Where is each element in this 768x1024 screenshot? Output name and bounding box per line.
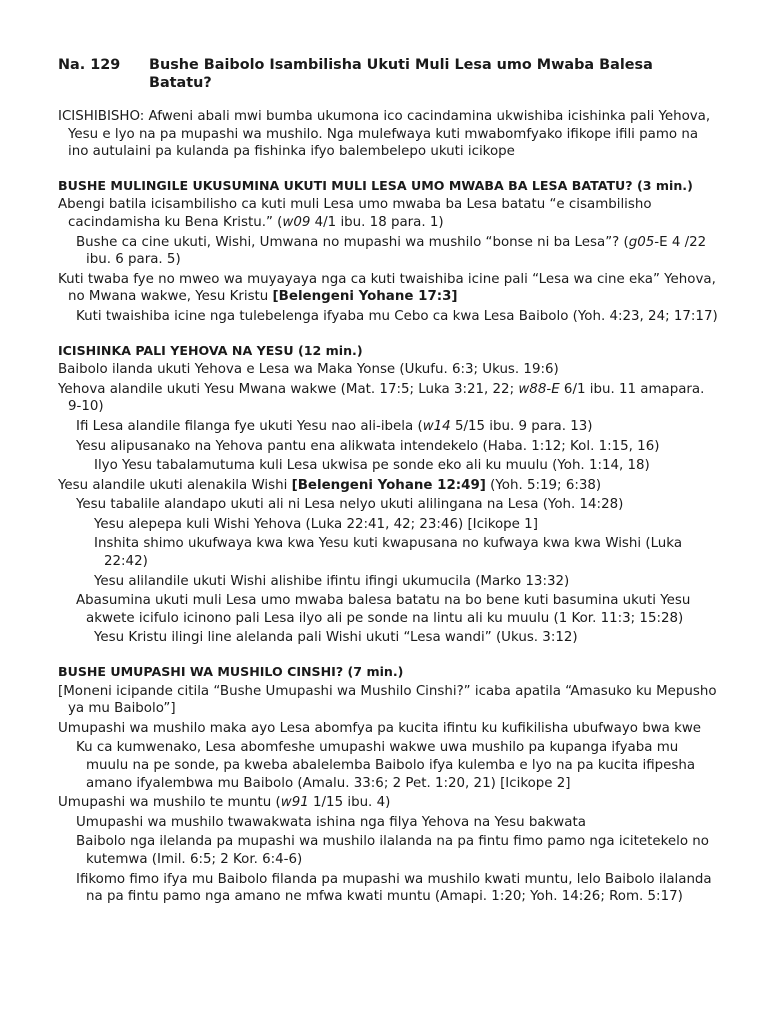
- text-segment: Yesu alipusanako na Yehova pantu ena alikwata intendekelo (Haba. 1:12; Kol. 1:15, 16): [76, 438, 660, 454]
- section-heading: BUSHE UMUPASHI WA MUSHILO CINSHI? (7 min.): [58, 664, 404, 680]
- outline-title-text: Bushe Baibolo Isambilisha Ukuti Muli Lesa umo Mwaba Balesa Batatu?: [149, 57, 653, 91]
- outline-subpoint: [76, 234, 718, 269]
- text-segment: Umupashi wa mushilo twawakwata ishina nga filya Yehova na Yesu bakwata: [76, 814, 586, 830]
- text-segment: 4/1 ibu. 18 para. 1): [310, 214, 444, 230]
- outline-subpoint: [76, 418, 718, 436]
- text-segment: Ku ca kumwenako, Lesa abomfeshe umupashi wakwe uwa mushilo pa kupanga ifyaba mu muulu na pe sonde, pa kweba abalelemba Baibolo ifya kulemba e lyo na pa kucita ifipesha amano ifyalembwa mu Baibolo (Amalu. 33:6; 2 Pet. 1:20, 21) [Icikope 2]: [76, 740, 696, 791]
- text-segment: Yehova alandile ukuti Yesu Mwana wakwe (Mat. 17:5; Luka 3:21, 22;: [58, 381, 519, 397]
- outline-page: [58, 56, 718, 906]
- publication-reference: w14: [422, 418, 451, 434]
- text-segment: -E 4 /22 ibu. 6 para. 5): [86, 234, 707, 268]
- text-segment: Yesu alilandile ukuti Wishi alishibe ifintu ifingi ukumucila (Marko 13:32): [94, 573, 570, 589]
- outline-point: [58, 720, 718, 738]
- outline-subsubpoint: [94, 629, 718, 647]
- text-segment: 5/15 ibu. 9 para. 13): [450, 418, 593, 434]
- publication-reference: E: [551, 381, 560, 397]
- text-segment: Kuti twaba fye no mweo wa muyayaya nga ca kuti twaishiba icine pali “Lesa wa cine eka” Yehova, no Mwana wakwe, Yesu Kristu: [58, 271, 716, 305]
- outline-subpoint: [76, 814, 718, 832]
- outline-point: [58, 794, 718, 812]
- section-heading: BUSHE MULINGILE UKUSUMINA UKUTI MULI LESA UMO MWABA BA LESA BATATU? (3 min.): [58, 177, 693, 193]
- outline-title: [58, 56, 718, 92]
- outline-subsubpoint: [94, 516, 718, 534]
- outline-subpoint: [76, 592, 718, 627]
- publication-reference: g05: [628, 234, 655, 250]
- outline-subpoint: [76, 871, 718, 906]
- intro-note: ICISHIBISHO: Afweni abali mwi bumba ukumona ico cacindamina ukwishiba icishinka pali Yehova, Yesu e lyo na pa mupashi wa mushilo. Nga mulefwaya kuti mwabomfyako ifikope ifili pamo na ino autulaini pa kulanda pa fishinka ifyo balembelepo ukuti icikope: [58, 109, 711, 160]
- text-segment: 6/1 ibu. 11 amapara. 9-10): [68, 381, 705, 415]
- text-segment: Yesu alepepa kuli Wishi Yehova (Luka 22:41, 42; 23:46) [Icikope 1]: [94, 516, 538, 532]
- outline-point: [58, 361, 718, 379]
- outline-point: [58, 683, 718, 718]
- text-segment: Yesu alandile ukuti alenakila Wishi: [58, 477, 292, 493]
- text-segment: Ifi Lesa alandile filanga fye ukuti Yesu nao ali-ibela (: [76, 418, 423, 434]
- section-heading: ICISHINKA PALI YEHOVA NA YESU (12 min.): [58, 342, 363, 358]
- text-segment: Ilyo Yesu tabalamutuma kuli Lesa ukwisa pe sonde eko ali ku muulu (Yoh. 1:14, 18): [94, 458, 650, 474]
- outline-subsubpoint: [94, 573, 718, 591]
- publication-reference: w91: [280, 795, 309, 811]
- scripture-reference: [Belengeni Yohane 17:3]: [272, 289, 458, 305]
- outline-subpoint: [76, 833, 718, 868]
- text-segment: Bushe ca cine ukuti, Wishi, Umwana no mupashi wa mushilo “bonse ni ba Lesa”? (: [76, 234, 629, 250]
- outline-subpoint: [76, 739, 718, 792]
- outline-subpoint: [76, 308, 718, 326]
- outline-point: [58, 477, 718, 495]
- text-segment: Baibolo ilanda ukuti Yehova e Lesa wa Maka Yonse (Ukufu. 6:3; Ukus. 19:6): [58, 362, 559, 378]
- text-segment: Ifikomo fimo ifya mu Baibolo filanda pa mupashi wa mushilo kwati muntu, lelo Baibolo ilalanda na pa fintu pamo nga amano ne mfwa kwati muntu (Amapi. 1:20; Yoh. 14:26; Rom. 5:17): [76, 871, 712, 905]
- text-segment: Yesu Kristu ilingi line alelanda pali Wishi ukuti “Lesa wandi” (Ukus. 3:12): [94, 630, 578, 646]
- text-segment: (Yoh. 5:19; 6:38): [485, 477, 602, 493]
- text-segment: Abengi batila icisambilisho ca kuti muli Lesa umo mwaba ba Lesa batatu “e cisambilisho cacindamisha ku Bena Kristu.” (: [58, 197, 652, 230]
- text-segment: Umupashi wa mushilo te muntu (: [58, 795, 281, 811]
- outline-point: [58, 381, 718, 416]
- text-segment: Abasumina ukuti muli Lesa umo mwaba balesa batatu na bo bene kuti basumina ukuti Yesu akwete icifulo icinono pali Lesa ilyo ali pe sonde na lintu ali ku muulu (1 Kor. 11:3; 15:28): [76, 593, 691, 626]
- text-segment: -: [546, 381, 552, 397]
- text-segment: Kuti twaishiba icine nga tulebelenga ifyaba mu Cebo ca kwa Lesa Baibolo (Yoh. 4:23, 24; 17:17): [76, 308, 718, 324]
- outline-subpoint: [76, 438, 718, 456]
- text-segment: Inshita shimo ukufwaya kwa kwa Yesu kuti kwapusana no kufwaya kwa kwa Wishi (Luka 22:42): [94, 536, 683, 570]
- text-segment: [Moneni icipande citila “Bushe Umupashi wa Mushilo Cinshi?” icaba apatila “Amasuko ku Mepusho ya mu Baibolo”]: [58, 683, 717, 717]
- outline-point: [58, 196, 718, 231]
- outline-number: Na. 129: [58, 57, 121, 73]
- outline-point: [58, 271, 718, 306]
- publication-reference: w09: [282, 214, 311, 230]
- scripture-reference: [Belengeni Yohane 12:49]: [291, 477, 486, 493]
- text-segment: 1/15 ibu. 4): [308, 795, 391, 811]
- text-segment: Umupashi wa mushilo maka ayo Lesa abomfya pa kucita ifintu ku kufikilisha ubufwayo bwa kwe: [58, 720, 702, 736]
- text-segment: Yesu tabalile alandapo ukuti ali ni Lesa nelyo ukuti alilingana na Lesa (Yoh. 14:28): [76, 497, 624, 513]
- text-segment: Baibolo nga ilelanda pa mupashi wa mushilo ilalanda na pa fintu fimo pamo nga icitetekelo no kutemwa (Imil. 6:5; 2 Kor. 6:4-6): [76, 834, 709, 867]
- publication-reference: w88: [518, 381, 547, 397]
- outline-subpoint: [76, 496, 718, 514]
- outline-subsubpoint: [94, 535, 718, 570]
- outline-subsubpoint: [94, 457, 718, 475]
